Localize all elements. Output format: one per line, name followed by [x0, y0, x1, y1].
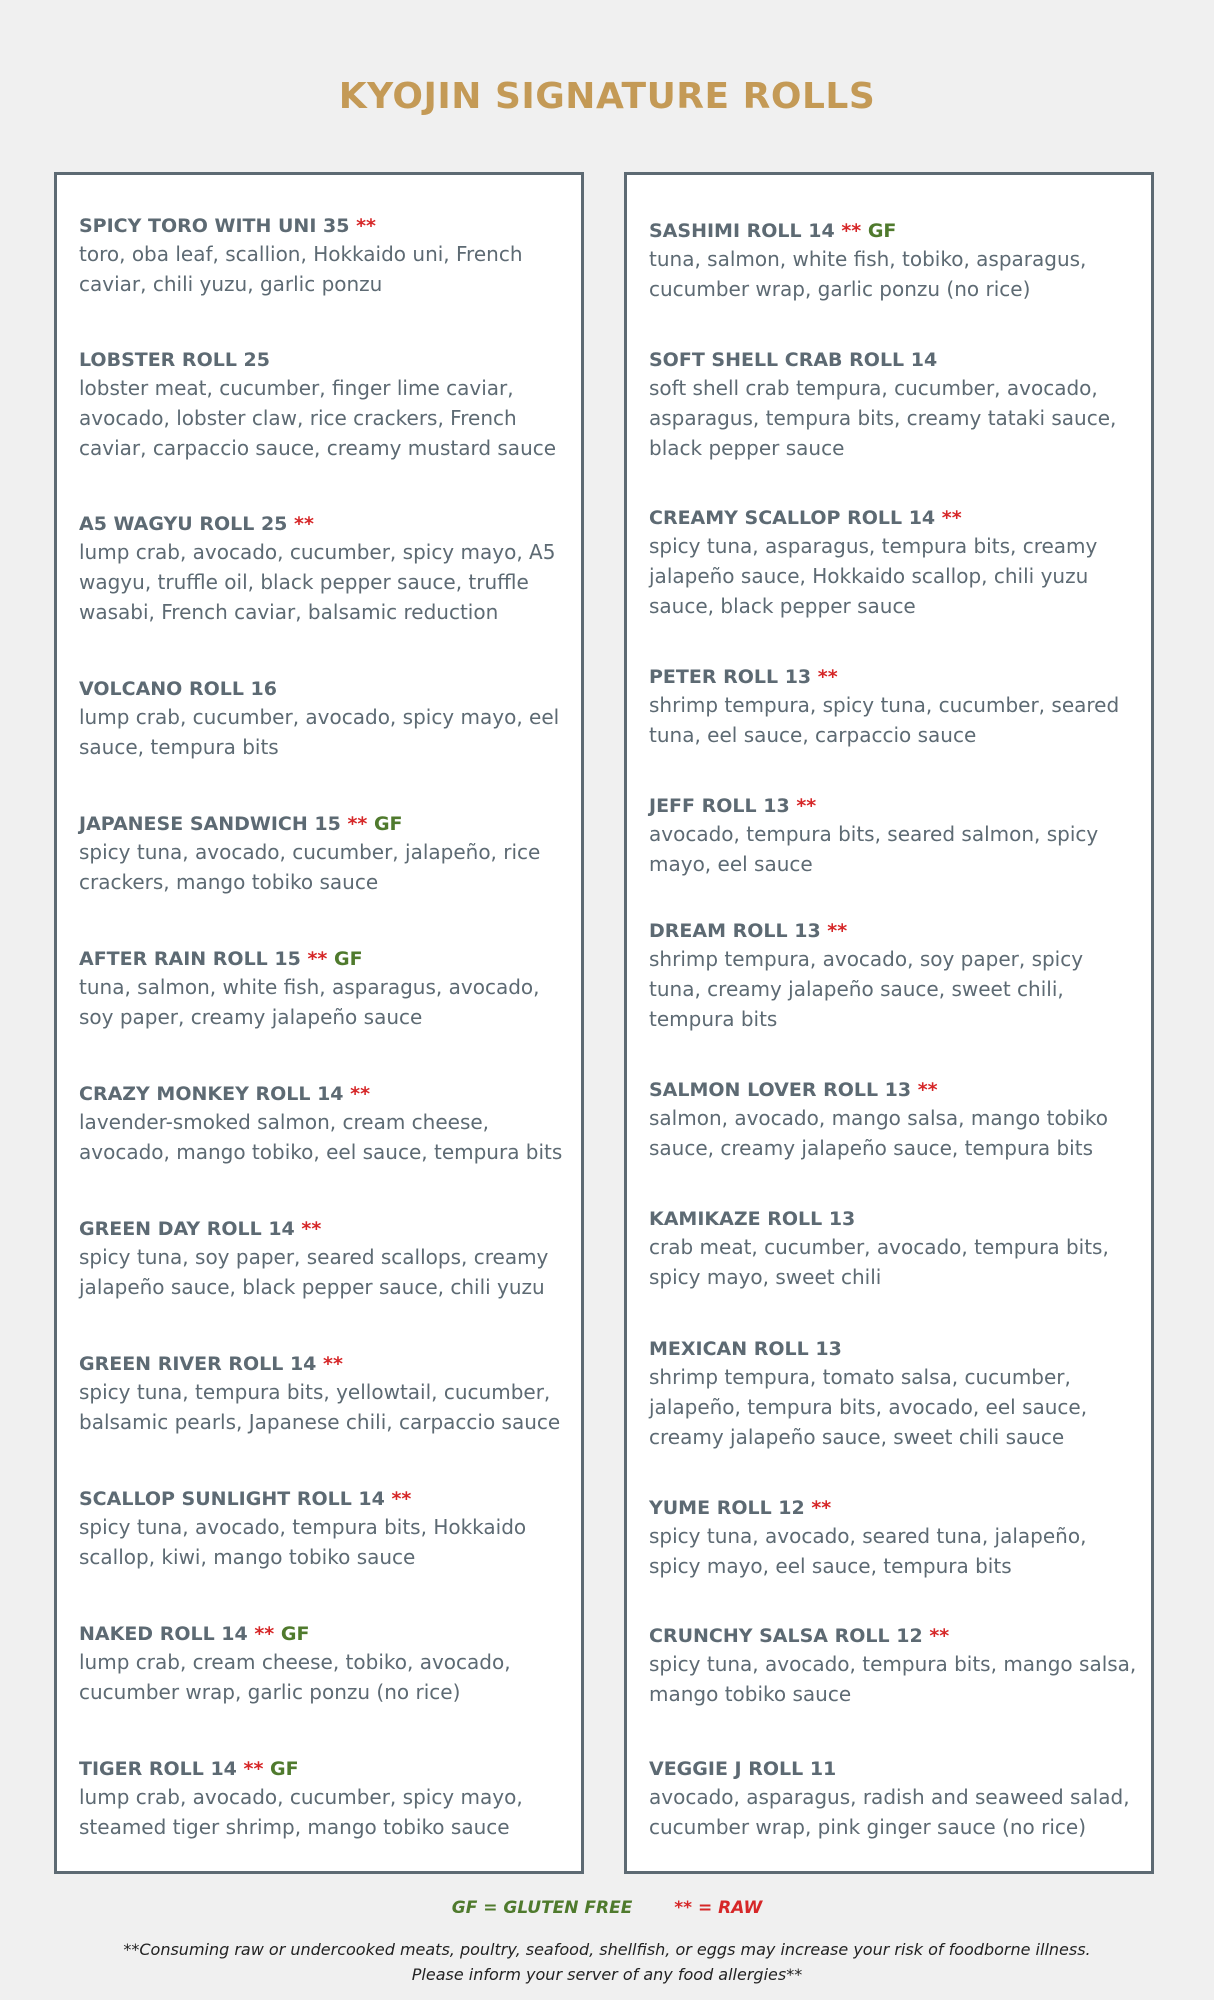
raw-marker: **: [307, 948, 328, 970]
menu-item-name: [79, 1486, 569, 1512]
item-title-price: TIGER ROLL 14: [79, 1758, 237, 1780]
raw-marker: **: [391, 1488, 412, 1510]
raw-marker: **: [294, 513, 314, 535]
menu-item-description: soft shell crab tempura, cucumber, avocado, asparagus, tempura bits, creamy tataki sauce, black pepper sauce: [649, 376, 1117, 460]
menu-item-name: [79, 347, 569, 373]
menu-item-name: [649, 1206, 1139, 1232]
item-title-price: VEGGIE J ROLL 11: [649, 1758, 837, 1780]
raw-marker: **: [301, 1218, 322, 1240]
menu-item-name: [649, 218, 1139, 244]
disclaimer-line-1: **Consuming raw or undercooked meats, poultry, seafood, shellfish, or eggs may increase your risk of foodborne illness.: [123, 1940, 1091, 1959]
menu-item: [649, 347, 1139, 463]
menu-item-description: spicy tuna, soy paper, seared scallops, creamy jalapeño sauce, black pepper sauce, chili yuzu: [79, 1245, 549, 1299]
item-title-price: SOFT SHELL CRAB ROLL 14: [649, 349, 938, 371]
menu-item: [649, 664, 1139, 750]
menu-item: [79, 1621, 569, 1707]
menu-item: [79, 811, 569, 897]
right-menu-column: [624, 172, 1154, 1874]
menu-item-name: [79, 1351, 569, 1377]
item-title-price: LOBSTER ROLL 25: [79, 349, 270, 371]
menu-item-name: [79, 1756, 569, 1782]
menu-item-name: [79, 1081, 569, 1107]
item-title-price: SCALLOP SUNLIGHT ROLL 14: [79, 1488, 385, 1510]
menu-item: [649, 1206, 1139, 1292]
menu-item-description: crab meat, cucumber, avocado, tempura bits, spicy mayo, sweet chili: [649, 1235, 1109, 1289]
raw-marker: **: [796, 795, 817, 817]
menu-item: [649, 1495, 1139, 1581]
item-title-price: KAMIKAZE ROLL 13: [649, 1208, 856, 1230]
menu-item: [649, 793, 1139, 879]
item-title-price: AFTER RAIN ROLL 15: [79, 948, 301, 970]
item-title-price: CRAZY MONKEY ROLL 14: [79, 1083, 344, 1105]
menu-item-description: lavender-smoked salmon, cream cheese, avocado, mango tobiko, eel sauce, tempura bits: [79, 1110, 563, 1164]
item-title-price: JAPANESE SANDWICH 15: [79, 813, 341, 835]
menu-item-description: shrimp tempura, spicy tuna, cucumber, seared tuna, eel sauce, carpaccio sauce: [649, 693, 1120, 747]
menu-item-description: lump crab, cream cheese, tobiko, avocado, cucumber wrap, garlic ponzu (no rice): [79, 1650, 511, 1704]
menu-item-description: shrimp tempura, tomato salsa, cucumber, jalapeño, tempura bits, avocado, eel sauce, creamy jalapeño sauce, sweet chili sauce: [649, 1365, 1088, 1449]
menu-item-description: spicy tuna, asparagus, tempura bits, creamy jalapeño sauce, Hokkaido scallop, chili yuzu sauce, black pepper sauce: [649, 534, 1098, 618]
menu-item-name: [79, 1216, 569, 1242]
menu-item-name: [79, 946, 569, 972]
menu-item-name: [649, 1623, 1139, 1649]
legend: [0, 1898, 1214, 1918]
raw-marker: **: [243, 1758, 264, 1780]
menu-item: [649, 218, 1139, 304]
menu-item: [649, 1077, 1139, 1163]
menu-item-name: [79, 1621, 569, 1647]
raw-marker: **: [929, 1625, 950, 1647]
menu-item: [79, 1756, 569, 1842]
raw-marker: **: [323, 1353, 343, 1375]
menu-item: [649, 918, 1139, 1034]
raw-legend: ** = RAW: [674, 1898, 763, 1918]
menu-item: [79, 1351, 569, 1437]
gluten-free-marker: GF: [270, 1758, 299, 1780]
menu-item-name: [649, 1077, 1139, 1103]
menu-item-description: lump crab, avocado, cucumber, spicy mayo, steamed tiger shrimp, mango tobiko sauce: [79, 1785, 523, 1839]
gluten-free-legend: GF = GLUTEN FREE: [451, 1898, 633, 1918]
raw-marker: **: [817, 666, 838, 688]
item-title-price: VOLCANO ROLL 16: [79, 678, 277, 700]
menu-item: [649, 1336, 1139, 1452]
item-title-price: YUME ROLL 12: [649, 1497, 805, 1519]
item-title-price: A5 WAGYU ROLL 25: [79, 513, 288, 535]
item-title-price: MEXICAN ROLL 13: [649, 1338, 842, 1360]
menu-item-description: lobster meat, cucumber, finger lime caviar, avocado, lobster claw, rice crackers, French caviar, carpaccio sauce, creamy mustard sauce: [79, 376, 557, 460]
menu-item-description: avocado, asparagus, radish and seaweed salad, cucumber wrap, pink ginger sauce (no rice): [649, 1785, 1130, 1839]
item-title-price: NAKED ROLL 14: [79, 1623, 248, 1645]
menu-item: [79, 676, 569, 762]
menu-item-name: [79, 811, 569, 837]
menu-item: [649, 1756, 1139, 1842]
item-title-price: CRUNCHY SALSA ROLL 12: [649, 1625, 923, 1647]
menu-item: [79, 946, 569, 1032]
raw-marker: **: [827, 920, 848, 942]
raw-marker: **: [347, 813, 368, 835]
menu-item-name: [649, 347, 1139, 373]
item-title-price: DREAM ROLL 13: [649, 920, 821, 942]
menu-item-name: [649, 1495, 1139, 1521]
item-title-price: GREEN RIVER ROLL 14: [79, 1353, 317, 1375]
menu-item: [79, 1081, 569, 1167]
menu-item-description: spicy tuna, avocado, cucumber, jalapeño, rice crackers, mango tobiko sauce: [79, 840, 541, 894]
menu-item: [79, 347, 569, 463]
menu-item: [649, 1623, 1139, 1709]
item-title-price: SASHIMI ROLL 14: [649, 220, 835, 242]
item-title-price: PETER ROLL 13: [649, 666, 812, 688]
raw-marker: **: [811, 1497, 832, 1519]
menu-item: [79, 213, 569, 299]
menu-item-name: [649, 793, 1139, 819]
raw-marker: **: [350, 1083, 371, 1105]
menu-item-description: shrimp tempura, avocado, soy paper, spicy tuna, creamy jalapeño sauce, sweet chili, tempura bits: [649, 947, 1084, 1031]
menu-item-description: spicy tuna, tempura bits, yellowtail, cucumber, balsamic pearls, Japanese chili, carpaccio sauce: [79, 1380, 561, 1434]
menu-item-description: lump crab, cucumber, avocado, spicy mayo, eel sauce, tempura bits: [79, 705, 560, 759]
raw-marker: **: [917, 1079, 938, 1101]
raw-marker: **: [356, 215, 376, 237]
left-menu-column: [54, 172, 584, 1874]
gluten-free-marker: GF: [333, 948, 363, 970]
menu-item-name: [649, 1336, 1139, 1362]
menu-item: [79, 1486, 569, 1572]
item-title-price: CREAMY SCALLOP ROLL 14: [649, 507, 936, 529]
gluten-free-marker: GF: [373, 813, 403, 835]
menu-item-name: [649, 918, 1139, 944]
item-title-price: SALMON LOVER ROLL 13: [649, 1079, 912, 1101]
raw-marker: **: [254, 1623, 275, 1645]
raw-marker: **: [841, 220, 862, 242]
menu-item-description: spicy tuna, avocado, seared tuna, jalapeño, spicy mayo, eel sauce, tempura bits: [649, 1524, 1087, 1578]
menu-item-description: lump crab, avocado, cucumber, spicy mayo, A5 wagyu, truffle oil, black pepper sauce, truffle wasabi, French caviar, balsamic reduction: [79, 540, 556, 624]
menu-item-description: salmon, avocado, mango salsa, mango tobiko sauce, creamy jalapeño sauce, tempura bits: [649, 1106, 1109, 1160]
item-title-price: JEFF ROLL 13: [649, 795, 790, 817]
menu-item-name: [79, 213, 569, 239]
menu-item-description: tuna, salmon, white fish, asparagus, avocado, soy paper, creamy jalapeño sauce: [79, 975, 540, 1029]
menu-item: [79, 511, 569, 627]
menu-item-name: [649, 505, 1139, 531]
menu-item-description: tuna, salmon, white fish, tobiko, asparagus, cucumber wrap, garlic ponzu (no rice): [649, 247, 1087, 301]
menu-item-name: [649, 664, 1139, 690]
menu-title: KYOJIN SIGNATURE ROLLS: [338, 76, 876, 117]
menu-item: [649, 505, 1139, 621]
menu-item-description: spicy tuna, avocado, tempura bits, mango salsa, mango tobiko sauce: [649, 1652, 1137, 1706]
allergy-disclaimer: [0, 1937, 1214, 1987]
menu-item-description: toro, oba leaf, scallion, Hokkaido uni, French caviar, chili yuzu, garlic ponzu: [79, 242, 523, 296]
menu-item-name: [79, 511, 569, 537]
item-title-price: GREEN DAY ROLL 14: [79, 1218, 295, 1240]
menu-item: [79, 1216, 569, 1302]
menu-item-description: avocado, tempura bits, seared salmon, spicy mayo, eel sauce: [649, 822, 1099, 876]
disclaimer-line-2: Please inform your server of any food allergies**: [411, 1965, 803, 1984]
menu-item-name: [79, 676, 569, 702]
raw-marker: **: [941, 507, 962, 529]
gluten-free-marker: GF: [867, 220, 897, 242]
gluten-free-marker: GF: [280, 1623, 310, 1645]
item-title-price: SPICY TORO WITH UNI 35: [79, 215, 350, 237]
menu-item-name: [649, 1756, 1139, 1782]
menu-item-description: spicy tuna, avocado, tempura bits, Hokkaido scallop, kiwi, mango tobiko sauce: [79, 1515, 527, 1569]
